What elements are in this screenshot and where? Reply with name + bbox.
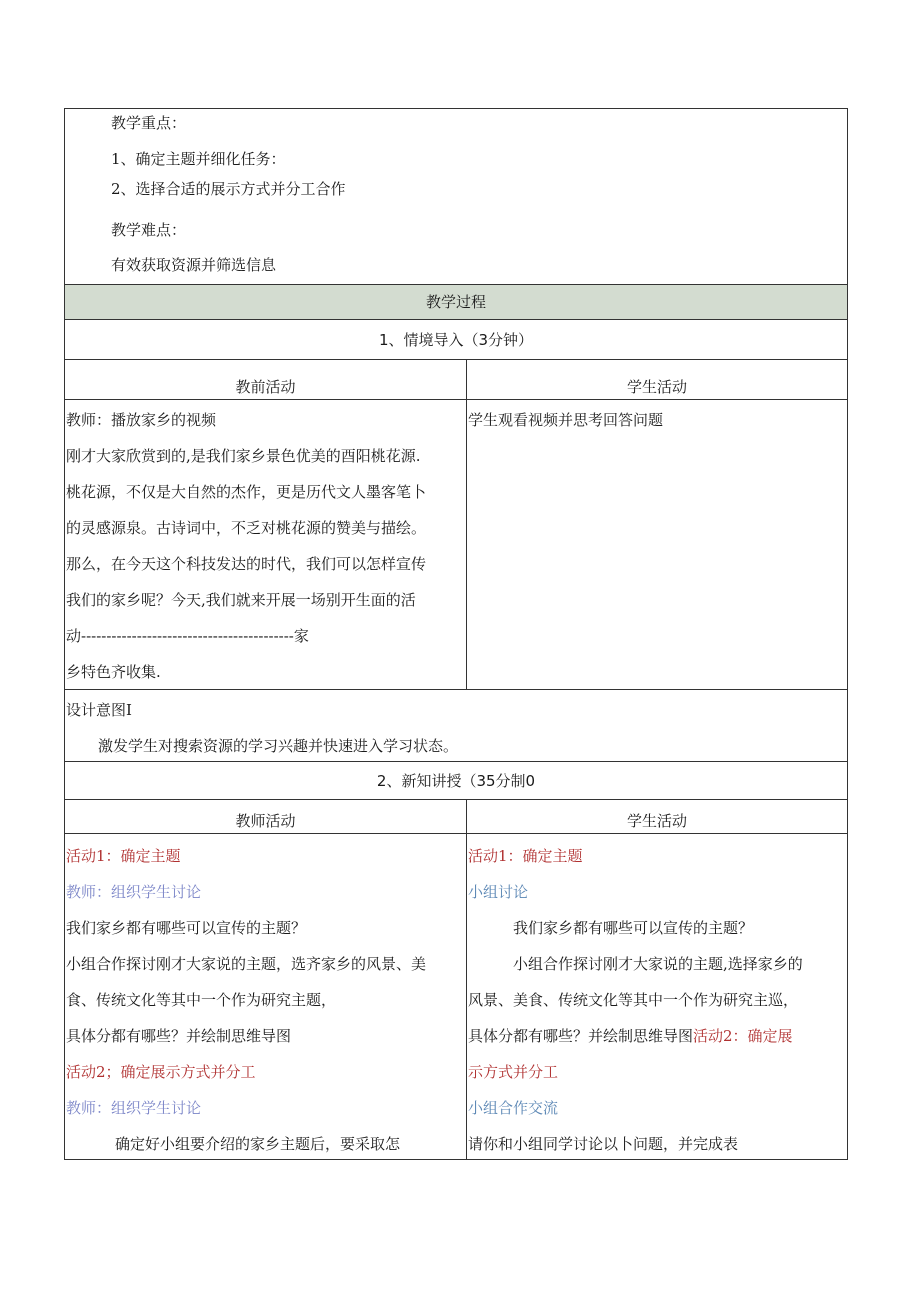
student-role-label: 小组讨论 xyxy=(468,883,529,901)
text-line: 食、传统文化等其中一个作为研究主题， xyxy=(66,991,337,1009)
design-intent-text: 激发学生对搜索资源的学习兴趣并快速进入学习状态。 xyxy=(98,737,459,755)
section2-title: 2、新知讲授（35分制0 xyxy=(65,761,847,799)
text-line: 我们家乡都有哪些可以宣传的主题？ xyxy=(66,919,307,937)
text-line: 小组合作探讨刚才大家说的主题，选齐家乡的风景、美 xyxy=(66,955,427,973)
text-span: 具体分都有哪些？并绘制思维导图 xyxy=(468,1027,694,1045)
difficulty-heading: 教学难点： xyxy=(111,221,187,239)
text-line: 学生观看视频并思考回答问题 xyxy=(468,411,664,429)
key-point-1: 1、确定主题并细化任务： xyxy=(111,150,286,168)
section2-col-headers xyxy=(65,799,847,833)
text-line: 我们的家乡呢？今天,我们就来开展一场别开生面的活 xyxy=(66,591,416,609)
section2-teacher-cell xyxy=(65,834,467,1159)
section2-student-cell xyxy=(467,834,847,1159)
section2-content xyxy=(65,833,847,1159)
col-header-student: 学生活动 xyxy=(626,378,687,396)
text-line: 确定好小组要介绍的家乡主题后，要采取怎 xyxy=(115,1135,401,1153)
text-line: 动------------------------------------------家 xyxy=(66,627,309,645)
process-header: 教学过程 xyxy=(65,284,847,319)
design-intent-row xyxy=(65,689,847,761)
col-header-teacher: 教前活动 xyxy=(65,360,467,399)
text-line: 乡特色齐收集. xyxy=(66,663,161,681)
text-line: 桃花源，不仅是大自然的杰作，更是历代文人墨客笔卜 xyxy=(66,483,427,501)
teacher-role-label: 教师：组织学生讨论 xyxy=(66,1099,202,1117)
section1-teacher-cell xyxy=(65,400,467,689)
text-line: 具体分都有哪些？并绘制思维导图 xyxy=(66,1027,292,1045)
col-header-student: 学生活动 xyxy=(626,812,687,830)
key-points-heading: 教学重点： xyxy=(111,114,187,132)
lesson-plan-table xyxy=(64,108,848,1160)
activity1-label: 活动1：确定主题 xyxy=(468,847,583,865)
difficulty-text: 有效获取资源并筛选信息 xyxy=(111,256,277,274)
activity2-label: 活动2；确定展示方式并分工 xyxy=(66,1063,256,1081)
text-line: 教师：播放家乡的视频 xyxy=(66,411,217,429)
section1-content xyxy=(65,399,847,689)
text-line: 我们家乡都有哪些可以宣传的主题？ xyxy=(513,919,754,937)
text-line: 风景、美食、传统文化等其中一个作为研究主巡， xyxy=(468,991,799,1009)
text-line: 小组合作探讨刚才大家说的主题,选择家乡的 xyxy=(513,955,803,973)
col-header-teacher: 教师活动 xyxy=(65,800,467,833)
activity1-label: 活动1：确定主题 xyxy=(66,847,181,865)
text-line: 那么，在今天这个科技发达的时代，我们可以怎样宣传 xyxy=(66,555,427,573)
key-point-2: 2、选择合适的展示方式并分工合作 xyxy=(111,180,346,198)
section1-col-headers xyxy=(65,359,847,399)
text-line: 请你和小组同学讨论以卜问题，并完成表 xyxy=(468,1135,739,1153)
activity2-label-part1: 活动2：确定展 xyxy=(693,1027,793,1045)
activity2-label-part2: 示方式并分工 xyxy=(468,1063,559,1081)
section1-student-cell xyxy=(467,400,847,689)
section1-title: 1、情境导入（3分钟） xyxy=(65,319,847,359)
design-intent-heading: 设计意图I xyxy=(66,701,132,719)
text-line xyxy=(468,1026,793,1046)
key-points-row xyxy=(65,109,847,284)
student-role-label: 小组合作交流 xyxy=(468,1099,559,1117)
teacher-role-label: 教师：组织学生讨论 xyxy=(66,883,202,901)
text-line: 刚才大家欣赏到的,是我们家乡景色优美的酉阳桃花源. xyxy=(66,447,421,465)
text-line: 的灵感源泉。古诗词中，不乏对桃花源的赞美与描绘。 xyxy=(66,519,427,537)
